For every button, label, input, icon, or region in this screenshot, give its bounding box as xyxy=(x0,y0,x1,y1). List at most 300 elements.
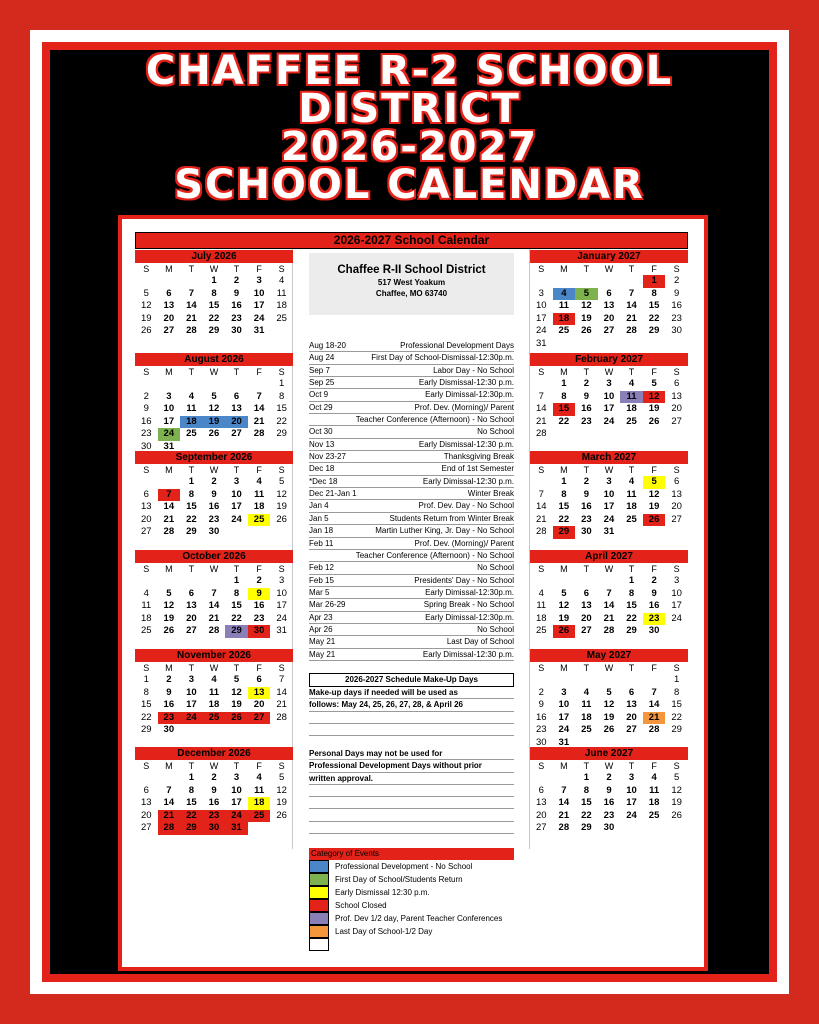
day-cell: 29 xyxy=(276,428,287,439)
day-cell: 1 xyxy=(628,575,635,586)
weekday-label: T xyxy=(583,663,590,673)
day-cell: 11 xyxy=(254,488,265,500)
weekday-label: S xyxy=(278,367,285,377)
month-title: September 2026 xyxy=(135,451,293,464)
weekday-label: S xyxy=(673,761,680,771)
day-cell: 4 xyxy=(188,390,195,402)
day-cell: 23 xyxy=(581,415,592,427)
day-cell: 21 xyxy=(163,513,175,525)
weekday-label: F xyxy=(256,663,262,673)
day-cell: 17 xyxy=(603,501,615,512)
event-description: Early Dismissal-12:30 p.m. xyxy=(418,439,514,449)
event-date: Oct 30 xyxy=(309,427,333,437)
day-cell: 6 xyxy=(188,587,195,599)
day-cell: 4 xyxy=(583,686,590,698)
day-cell: 1 xyxy=(233,575,240,586)
day-cell: 28 xyxy=(535,428,547,439)
day-cell: 28 xyxy=(558,822,570,833)
day-cell xyxy=(225,526,248,539)
day-cell: 3 xyxy=(538,287,544,299)
day-cell: 29 xyxy=(186,526,197,537)
day-cell xyxy=(158,575,181,588)
events-list xyxy=(309,340,514,661)
day-cell: 12 xyxy=(643,391,666,404)
legend xyxy=(309,848,514,951)
day-cell: 4 xyxy=(211,674,217,685)
weekday-header xyxy=(135,263,293,275)
weekday-label: S xyxy=(673,367,680,377)
weekday-label: T xyxy=(188,663,195,673)
day-cell: 17 xyxy=(231,501,242,512)
day-cell: 22 xyxy=(671,711,682,723)
day-cell: 16 xyxy=(535,711,547,723)
day-cell: 15 xyxy=(208,300,220,311)
weekday-label: S xyxy=(143,465,150,475)
day-cell: 11 xyxy=(254,784,265,796)
day-cell: 12 xyxy=(231,686,242,698)
day-cell: 12 xyxy=(603,699,615,710)
day-cell: 28 xyxy=(276,711,287,723)
weekday-label: W xyxy=(604,465,614,475)
day-cell xyxy=(203,378,226,391)
event-description: No School xyxy=(477,624,514,634)
legend-swatch xyxy=(309,925,329,938)
day-cell: 19 xyxy=(276,501,287,512)
day-cell: 14 xyxy=(603,600,615,611)
day-cell xyxy=(665,338,688,351)
week-row xyxy=(530,501,688,514)
makeup-line xyxy=(309,712,514,724)
weekday-label: S xyxy=(278,663,285,673)
week-row xyxy=(530,724,688,737)
day-cell: 17 xyxy=(558,711,570,723)
day-cell: 2 xyxy=(211,772,217,783)
weekday-label: T xyxy=(628,564,635,574)
day-cell: 6 xyxy=(256,674,262,685)
day-cell: 8 xyxy=(561,390,567,402)
day-cell: 8 xyxy=(628,587,635,599)
month-calendar xyxy=(135,747,293,835)
day-cell: 24 xyxy=(626,809,637,821)
day-cell: 28 xyxy=(186,325,197,336)
day-cell: 14 xyxy=(163,501,175,512)
event-date: Mar 26-29 xyxy=(309,600,346,610)
week-row xyxy=(530,514,688,527)
week-row xyxy=(135,712,293,725)
day-cell: 24 xyxy=(231,513,242,525)
weekday-label: W xyxy=(604,264,614,274)
day-cell: 12 xyxy=(140,300,152,311)
event-date: Oct 29 xyxy=(309,402,333,412)
day-cell xyxy=(598,575,621,588)
day-cell: 30 xyxy=(671,325,682,336)
month-title: February 2027 xyxy=(530,353,688,366)
day-cell xyxy=(643,526,666,539)
day-cell: 8 xyxy=(211,287,217,299)
weekday-label: S xyxy=(538,465,545,475)
day-cell: 6 xyxy=(674,476,680,487)
event-description: Spring Break - No School xyxy=(423,600,514,610)
day-cell xyxy=(530,476,553,489)
weekday-label: W xyxy=(209,264,219,274)
event-row xyxy=(309,513,514,525)
week-row xyxy=(135,325,293,338)
day-cell: 7 xyxy=(538,488,544,500)
day-cell: 10 xyxy=(231,784,242,796)
day-cell xyxy=(620,338,643,351)
weekday-header xyxy=(530,263,688,275)
day-cell: 9 xyxy=(211,488,217,500)
day-cell: 10 xyxy=(671,587,682,599)
day-cell: 26 xyxy=(140,325,152,336)
day-cell: 27 xyxy=(140,526,152,537)
event-row xyxy=(309,426,514,438)
personal-line xyxy=(309,822,514,834)
week-row xyxy=(135,674,293,687)
weekday-label: T xyxy=(188,564,195,574)
day-cell: 26 xyxy=(643,514,666,527)
day-cell: 20 xyxy=(163,312,175,324)
day-cell: 3 xyxy=(279,575,285,586)
event-date: Jan 18 xyxy=(309,526,334,536)
day-cell: 14 xyxy=(558,797,570,808)
day-cell xyxy=(575,674,598,687)
day-cell: 4 xyxy=(256,772,262,783)
event-description: Early Dimissal-12:30p.m. xyxy=(425,612,514,622)
day-cell: 24 xyxy=(180,712,203,725)
day-cell xyxy=(553,428,576,441)
day-cell: 22 xyxy=(558,513,570,525)
legend-item xyxy=(309,899,514,912)
day-cell: 9 xyxy=(538,699,544,710)
weekday-label: F xyxy=(256,465,262,475)
day-cell xyxy=(575,575,598,588)
event-row xyxy=(309,624,514,636)
day-cell: 8 xyxy=(561,488,567,500)
day-cell: 2 xyxy=(606,772,612,783)
month-calendar xyxy=(135,649,293,737)
day-cell: 20 xyxy=(225,416,248,429)
day-cell: 6 xyxy=(143,488,149,500)
event-row xyxy=(309,649,514,661)
day-cell: 16 xyxy=(581,501,592,512)
day-cell: 20 xyxy=(603,312,615,324)
event-date: Dec 18 xyxy=(309,464,335,474)
day-cell: 1 xyxy=(188,772,195,783)
day-cell: 7 xyxy=(166,784,172,796)
legend-label: School Closed xyxy=(335,901,387,910)
district-name: Chaffee R-II School District xyxy=(337,264,486,276)
weekday-label: M xyxy=(560,663,568,673)
weekday-label: F xyxy=(651,367,657,377)
week-row xyxy=(530,313,688,326)
day-cell xyxy=(180,575,203,588)
day-cell: 28 xyxy=(163,526,175,537)
weekday-label: M xyxy=(165,465,173,475)
event-date: Apr 26 xyxy=(309,624,333,634)
weekday-header xyxy=(530,464,688,476)
day-cell: 26 xyxy=(276,809,287,821)
day-cell: 6 xyxy=(538,784,544,796)
weekday-label: T xyxy=(233,367,240,377)
day-cell: 19 xyxy=(581,312,592,324)
day-cell: 4 xyxy=(143,587,149,599)
weekday-label: S xyxy=(143,264,150,274)
day-cell: 9 xyxy=(583,488,590,500)
month-title: August 2026 xyxy=(135,353,293,366)
day-cell: 22 xyxy=(186,513,197,525)
event-description: Prof. Dev. (Morning)/ Parent xyxy=(414,402,514,412)
day-cell: 8 xyxy=(233,587,240,599)
event-date: Jan 5 xyxy=(309,513,329,523)
day-cell: 13 xyxy=(163,300,175,311)
weekday-label: M xyxy=(560,367,568,377)
day-cell: 21 xyxy=(643,712,666,725)
day-cell: 14 xyxy=(208,600,220,611)
day-cell: 10 xyxy=(253,287,265,299)
day-cell: 26 xyxy=(581,325,592,336)
day-cell: 14 xyxy=(253,403,265,414)
day-cell: 25 xyxy=(248,810,271,823)
week-row xyxy=(135,724,293,737)
day-cell: 12 xyxy=(648,488,660,500)
day-cell xyxy=(553,674,576,687)
day-cell: 6 xyxy=(583,587,590,599)
day-cell: 23 xyxy=(643,613,666,626)
day-cell: 11 xyxy=(276,287,287,299)
event-description: Labor Day - No School xyxy=(433,365,514,375)
day-cell xyxy=(620,428,643,441)
week-row xyxy=(135,300,293,313)
day-cell: 25 xyxy=(276,312,287,324)
week-row xyxy=(135,613,293,626)
event-row xyxy=(309,636,514,648)
day-cell: 8 xyxy=(188,784,195,796)
day-cell: 13 xyxy=(231,403,242,414)
day-cell: 16 xyxy=(208,797,220,808)
day-cell: 11 xyxy=(649,784,660,796)
day-cell: 1 xyxy=(143,674,149,685)
weekday-label: M xyxy=(560,564,568,574)
day-cell: 6 xyxy=(143,784,149,796)
personal-line xyxy=(309,785,514,797)
weekday-header xyxy=(530,760,688,772)
day-cell: 7 xyxy=(651,686,657,698)
day-cell: 23 xyxy=(140,428,152,439)
day-cell: 3 xyxy=(233,476,240,487)
day-cell xyxy=(620,822,643,835)
weekday-header xyxy=(135,366,293,378)
week-row xyxy=(530,325,688,338)
day-cell: 5 xyxy=(143,287,149,299)
day-cell: 29 xyxy=(581,822,592,833)
day-cell xyxy=(225,724,248,737)
legend-label: First Day of School/Students Return xyxy=(335,875,463,884)
day-cell: 20 xyxy=(535,809,547,821)
day-cell xyxy=(643,674,666,687)
day-cell: 20 xyxy=(140,513,152,525)
week-row xyxy=(530,687,688,700)
day-cell: 23 xyxy=(203,810,226,823)
week-row xyxy=(530,391,688,404)
event-row xyxy=(309,463,514,475)
day-cell: 12 xyxy=(276,488,287,500)
event-description: Thanksgiving Break xyxy=(443,452,514,462)
day-cell: 28 xyxy=(253,428,265,439)
day-cell: 11 xyxy=(536,600,547,611)
weekday-label: M xyxy=(165,367,173,377)
day-cell: 14 xyxy=(276,686,287,698)
day-cell xyxy=(248,378,271,391)
title-line-1: CHAFFEE R-2 SCHOOL xyxy=(145,48,674,94)
day-cell: 14 xyxy=(648,699,660,710)
day-cell xyxy=(553,338,576,351)
week-row xyxy=(135,699,293,712)
day-cell: 23 xyxy=(603,809,615,821)
event-date: Feb 15 xyxy=(309,575,334,585)
event-row xyxy=(309,389,514,401)
day-cell: 27 xyxy=(626,724,637,735)
weekday-label: T xyxy=(628,663,635,673)
day-cell xyxy=(530,275,553,288)
weekday-label: T xyxy=(628,761,635,771)
day-cell: 8 xyxy=(651,287,657,299)
weekday-label: F xyxy=(256,264,262,274)
event-description: End of 1st Semester xyxy=(441,464,514,474)
day-cell xyxy=(203,575,226,588)
day-cell: 15 xyxy=(581,797,592,808)
day-cell: 15 xyxy=(671,699,682,710)
weekday-label: W xyxy=(604,367,614,377)
weekday-label: M xyxy=(560,264,568,274)
day-cell: 12 xyxy=(581,300,592,311)
week-row xyxy=(530,428,688,441)
day-cell xyxy=(643,428,666,441)
day-cell: 29 xyxy=(626,625,637,636)
day-cell: 11 xyxy=(186,403,197,414)
day-cell: 17 xyxy=(231,797,242,808)
weekday-label: F xyxy=(651,761,657,771)
weekday-label: T xyxy=(188,367,195,377)
week-row xyxy=(135,797,293,810)
day-cell: 18 xyxy=(553,313,576,326)
makeup-line: Make-up days if needed will be used as xyxy=(309,687,514,699)
day-cell: 19 xyxy=(558,612,570,624)
day-cell xyxy=(530,772,553,785)
day-cell xyxy=(248,822,271,835)
week-row xyxy=(135,625,293,638)
weekday-label: M xyxy=(165,264,173,274)
week-row xyxy=(135,489,293,502)
day-cell: 10 xyxy=(186,686,197,698)
week-row xyxy=(530,712,688,725)
day-cell: 27 xyxy=(186,625,197,636)
legend-item xyxy=(309,873,514,886)
month-calendar xyxy=(530,353,688,441)
day-cell: 10 xyxy=(626,784,637,796)
day-cell: 12 xyxy=(163,600,175,611)
day-cell: 25 xyxy=(535,625,547,636)
day-cell: 21 xyxy=(603,612,615,624)
day-cell xyxy=(270,325,293,338)
day-cell xyxy=(598,428,621,441)
day-cell: 5 xyxy=(233,674,240,685)
day-cell: 31 xyxy=(225,822,248,835)
day-cell: 24 xyxy=(276,612,287,624)
legend-item xyxy=(309,938,514,951)
day-cell: 5 xyxy=(651,378,657,389)
event-row xyxy=(309,587,514,599)
weekday-label: T xyxy=(233,761,240,771)
day-cell: 18 xyxy=(626,501,637,512)
week-row xyxy=(530,625,688,638)
day-cell: 3 xyxy=(188,674,195,685)
day-cell: 24 xyxy=(603,513,615,525)
day-cell: 17 xyxy=(671,600,682,611)
day-cell: 1 xyxy=(643,275,666,288)
event-date: May 21 xyxy=(309,637,336,647)
day-cell: 17 xyxy=(535,312,547,324)
weekday-label: F xyxy=(651,564,657,574)
day-cell: 29 xyxy=(553,526,576,539)
day-cell: 5 xyxy=(643,476,666,489)
day-cell: 20 xyxy=(140,809,152,821)
day-cell: 6 xyxy=(674,378,680,389)
day-cell: 28 xyxy=(158,822,181,835)
month-calendar xyxy=(135,451,293,539)
day-cell: 11 xyxy=(620,391,643,404)
event-description: Early Dimissal-12:30 p.m. xyxy=(422,649,514,659)
event-row xyxy=(309,377,514,389)
day-cell: 2 xyxy=(538,686,544,698)
day-cell: 27 xyxy=(603,325,615,336)
day-cell: 22 xyxy=(180,810,203,823)
weekday-header xyxy=(135,563,293,575)
day-cell: 25 xyxy=(140,625,152,636)
day-cell: 27 xyxy=(140,822,152,833)
day-cell: 19 xyxy=(648,403,660,414)
month-calendar xyxy=(135,550,293,638)
day-cell: 30 xyxy=(603,822,615,833)
weekday-label: F xyxy=(651,264,657,274)
day-cell: 8 xyxy=(674,686,680,698)
week-row xyxy=(530,288,688,301)
day-cell xyxy=(665,428,688,441)
weekday-label: T xyxy=(188,761,195,771)
day-cell: 17 xyxy=(626,797,637,808)
legend-swatch xyxy=(309,912,329,925)
day-cell xyxy=(553,275,576,288)
event-date: Nov 13 xyxy=(309,439,335,449)
day-cell: 15 xyxy=(626,600,637,611)
day-cell: 5 xyxy=(166,587,172,599)
makeup-section xyxy=(309,673,514,736)
day-cell xyxy=(665,822,688,835)
day-cell: 10 xyxy=(603,390,615,402)
event-date: Mar 5 xyxy=(309,587,330,597)
day-cell: 26 xyxy=(648,415,660,427)
day-cell: 2 xyxy=(583,476,590,487)
month-title: December 2026 xyxy=(135,747,293,760)
day-cell: 21 xyxy=(276,699,287,710)
event-description: Last Day of School xyxy=(446,637,514,647)
day-cell: 9 xyxy=(606,784,612,796)
day-cell xyxy=(135,476,158,489)
day-cell: 29 xyxy=(208,325,220,336)
weekday-label: W xyxy=(604,761,614,771)
day-cell: 12 xyxy=(276,784,287,796)
weekday-label: F xyxy=(256,564,262,574)
